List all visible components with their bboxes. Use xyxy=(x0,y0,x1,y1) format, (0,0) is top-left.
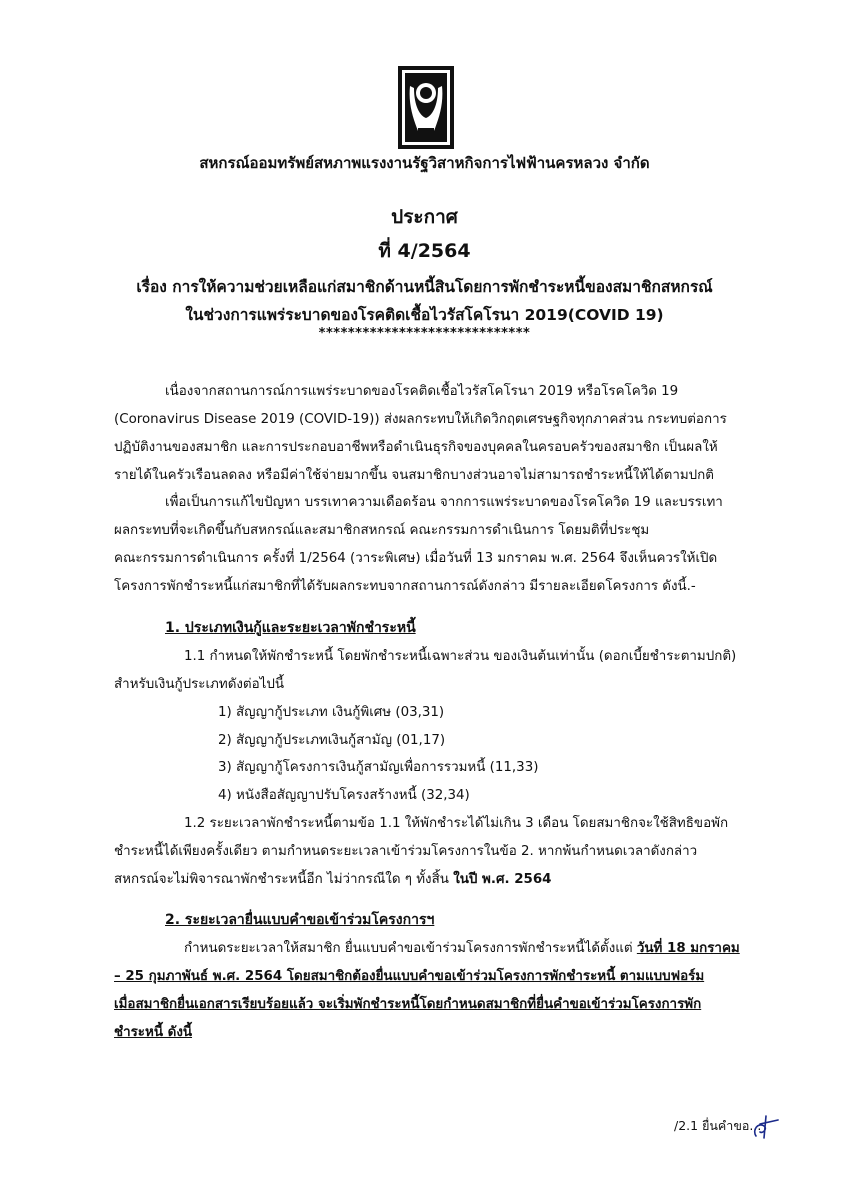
item-1-2-line: 1.2 ระยะเวลาพักชำระหนี้ตามข้อ 1.1 ให้พักชำระได้ไม่เกิน 3 เดือน โดยสมาชิกจะใช้สิทธิขอพัก xyxy=(184,816,729,831)
intro-p2-line: ผลกระทบที่จะเกิดขึ้นกับสหกรณ์และสมาชิกสหกรณ์ คณะกรรมการดำเนินการ โดยมติที่ประชุม xyxy=(114,523,650,538)
section-2-line xyxy=(184,937,740,958)
item-1-1-line: สำหรับเงินกู้ประเภทดังต่อไปนี้ xyxy=(114,677,285,692)
intro-p1-line: ปฏิบัติงานของสมาชิก และการประกอบอาชีพหรือดำเนินธุรกิจของบุคคลในครอบครัวของสมาชิก เป็นผลให้ xyxy=(114,440,718,455)
signature-mark xyxy=(750,1112,780,1140)
item-1-2-line: ชำระหนี้ได้เพียงครั้งเดียว ตามกำหนดระยะเวลาเข้าร่วมโครงการในข้อ 2. หากพ้นกำหนดเวลาดังกล่าว xyxy=(114,844,698,859)
organization-name: สหกรณ์ออมทรัพย์สหภาพแรงงานรัฐวิสาหกิจการไฟฟ้านครหลวง จำกัด xyxy=(199,154,650,172)
section-1-heading: 1. ประเภทเงินกู้และระยะเวลาพักชำระหนี้ xyxy=(165,620,416,636)
intro-p1-line: (Coronavirus Disease 2019 (COVID-19)) ส่งผลกระทบให้เกิดวิกฤตเศรษฐกิจทุกภาคส่วน กระทบต่อการ xyxy=(114,412,727,427)
intro-p1-line: เนื่องจากสถานการณ์การแพร่ระบาดของโรคติดเชื้อไวรัสโคโรนา 2019 หรือโรคโควิด 19 xyxy=(165,384,679,399)
item-1-2-line xyxy=(114,868,551,889)
intro-p2-line: คณะกรรมการดำเนินการ ครั้งที่ 1/2564 (วาระพิเศษ) เมื่อวันที่ 13 มกราคม พ.ศ. 2564 จึงเห็นควรให้เปิด xyxy=(114,551,718,566)
section-2-bold-line: ชำระหนี้ ดังนี้ xyxy=(114,1025,193,1040)
section-2-text: กำหนดระยะเวลาให้สมาชิก ยื่นแบบคำขอเข้าร่วมโครงการพักชำระหนี้ได้ตั้งแต่ xyxy=(184,941,637,956)
continuation-note: /2.1 ยื่นคำขอ... xyxy=(674,1118,762,1133)
loan-type-item: 3) สัญญากู้โครงการเงินกู้สามัญเพื่อการรวมหนี้ (11,33) xyxy=(218,760,539,775)
loan-type-item: 2) สัญญากู้ประเภทเงินกู้สามัญ (01,17) xyxy=(218,733,446,748)
item-1-1-line: 1.1 กำหนดให้พักชำระหนี้ โดยพักชำระหนี้เฉพาะส่วน ของเงินต้นเท่านั้น (ดอกเบี้ยชำระตามปกติ) xyxy=(184,649,737,664)
subject-line-2: ในช่วงการแพร่ระบาดของโรคติดเชื้อไวรัสโคโรนา 2019(COVID 19) xyxy=(185,306,664,324)
cooperative-logo xyxy=(398,66,454,149)
intro-p2-line: โครงการพักชำระหนี้แก่สมาชิกที่ได้รับผลกระทบจากสถานการณ์ดังกล่าว มีรายละเอียดโครงการ ดังนี้.- xyxy=(114,579,696,594)
item-1-2-text: สหกรณ์จะไม่พิจารณาพักชำระหนี้อีก ไม่ว่ากรณีใด ๆ ทั้งสิ้น xyxy=(114,872,454,887)
section-2-bold-line: เมื่อสมาชิกยื่นเอกสารเรียบร้อยแล้ว จะเริ่มพักชำระหนี้โดยกำหนดสมาชิกที่ยื่นคำขอเข้าร่วมโครงการพัก xyxy=(114,997,702,1012)
section-2-start-date: วันที่ 18 มกราคม xyxy=(636,941,740,956)
section-2-bold-line: – 25 กุมภาพันธ์ พ.ศ. 2564 โดยสมาชิกต้องยื่นแบบคำขอเข้าร่วมโครงการพักชำระหนี้ ตามแบบฟอร์ม xyxy=(114,969,705,984)
announcement-title: ประกาศ xyxy=(391,206,458,228)
item-1-2-year: ในปี พ.ศ. 2564 xyxy=(453,872,552,887)
intro-p1-line: รายได้ในครัวเรือนลดลง หรือมีค่าใช้จ่ายมากขึ้น จนสมาชิกบางส่วนอาจไม่สามารถชำระหนี้ให้ได้ตามปกติ xyxy=(114,468,714,483)
loan-type-item: 1) สัญญากู้ประเภท เงินกู้พิเศษ (03,31) xyxy=(218,705,445,720)
loan-type-item: 4) หนังสือสัญญาปรับโครงสร้างหนี้ (32,34) xyxy=(218,788,470,803)
subject-line-1: เรื่อง การให้ความช่วยเหลือแก่สมาชิกด้านหนี้สินโดยการพักชำระหนี้ของสมาชิกสหกรณ์ xyxy=(136,278,713,296)
divider-stars: ***************************** xyxy=(318,326,531,341)
section-2-heading: 2. ระยะเวลายื่นแบบคำขอเข้าร่วมโครงการฯ xyxy=(165,912,435,928)
intro-p2-line: เพื่อเป็นการแก้ไขปัญหา บรรเทาความเดือดร้อน จากการแพร่ระบาดของโรคโควิด 19 และบรรเทา xyxy=(165,495,723,510)
announcement-number: ที่ 4/2564 xyxy=(378,240,471,262)
